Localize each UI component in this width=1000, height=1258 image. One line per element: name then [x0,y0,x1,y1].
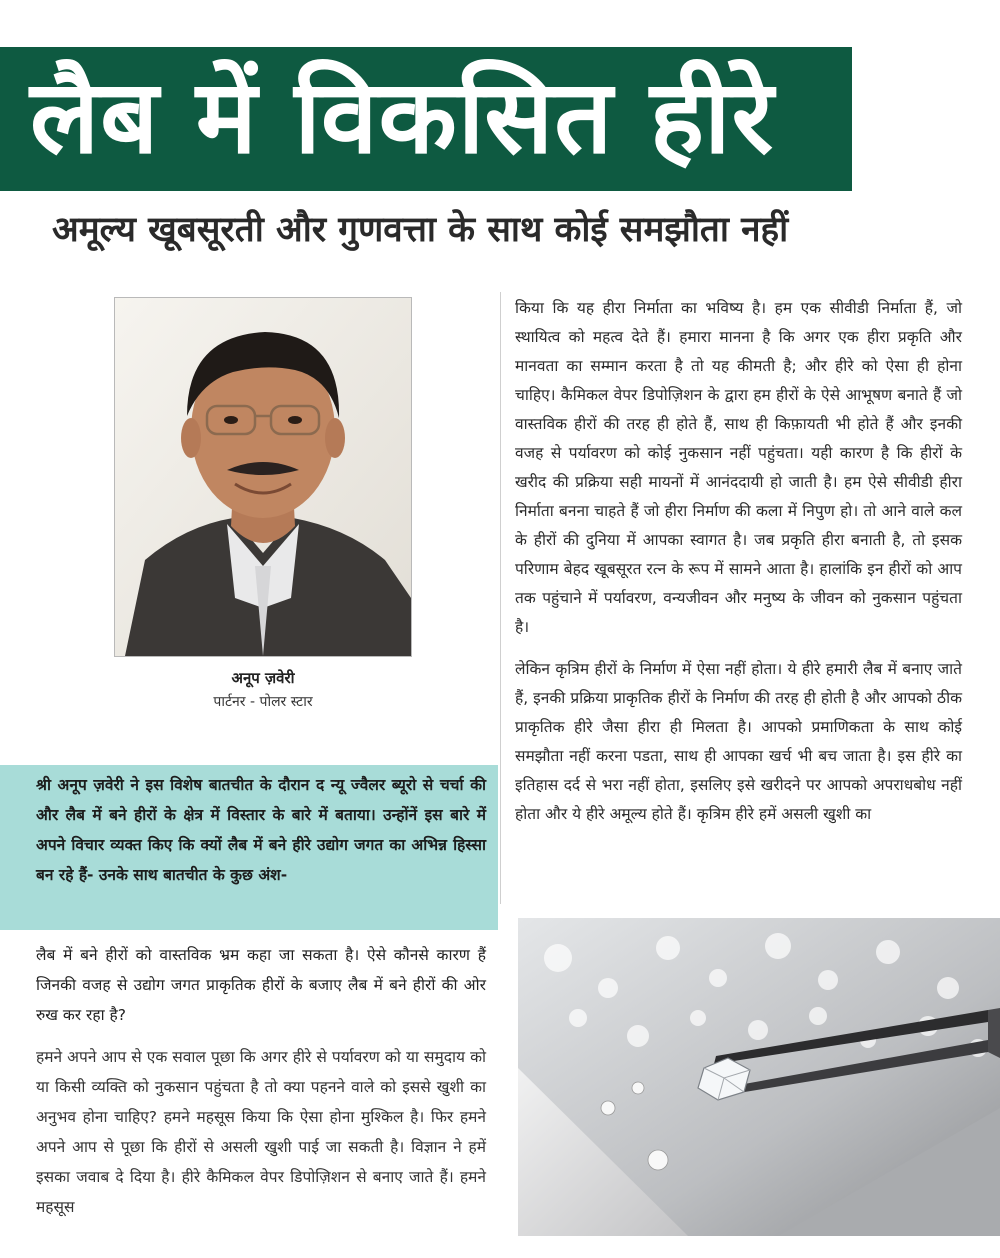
profile-photo [114,297,412,657]
tweezers-diamond-illustration [518,918,1000,1236]
profile-name: अनूप ज़वेरी [231,669,295,687]
right-column [515,294,962,842]
profile-role: पार्टनर - पोलर स्टार [213,694,313,710]
intro-text: श्री अनूप ज़वेरी ने इस विशेष बातचीत के दौरान द न्यू ज्वैलर ब्यूरो से चर्चा की और लैब में बने हीरों के क्षेत्र में विस्तार के बारे में बताया। उन्होंनें इस बारे में अपने विचार व्यक्त किए कि क्यों लैब में बने हीरे उद्योग जगत का अभिन्न हिस्सा बन रहे हैं- उनके साथ बातचीत के कुछ अंश- [36,776,486,884]
portrait-illustration [115,298,411,656]
interview-question: लैब में बने हीरों को वास्तविक भ्रम कहा जा सकता है। ऐसे कौनसे कारण हैं जिनकी वजह से उद्योग जगत प्राकृतिक हीरों के बजाए लैब में बने हीरों की ओर रुख कर रहा है? [36,946,486,1024]
column-divider [500,292,501,904]
interview-answer: हमने अपने आप से एक सवाल पूछा कि अगर हीरे से पर्यावरण को या समुदाय को या किसी व्यक्ति को नुकसान पहुंचता है तो क्या पहनने वाले को इससे खुशी का अनुभव होना चाहिए? हमने महसूस किया कि ऐसा होना मुश्किल है। फिर हमने अपने आप से पूछा कि हीरों से असली खुशी पाई जा सकती है। विज्ञान ने हमें इसका जवाब दे दिया है। हीरे कैमिकल वेपर डिपोज़िशन से बनाए जाते हैं। हमने महसूस [36,1048,486,1216]
article-title: लैब में विकसित हीरे [30,58,775,177]
diamond-photo [518,918,1000,1236]
article-subtitle: अमूल्य खूबसूरती और गुणवत्ता के साथ कोई समझौता नहीं [52,210,789,250]
right-paragraph: लेकिन कृत्रिम हीरों के निर्माण में ऐसा नहीं होता। ये हीरे हमारी लैब में बनाए जाते हैं, इनकी प्रक्रिया प्राकृतिक हीरों के निर्माण की तरह ही होती है और आपको ठीक प्राकृतिक हीरे जैसा हीरा ही मिलता है। आपको प्रमाणिकता के साथ कोई समझौता नहीं करना पडता, साथ ही आपका खर्च भी बच जाता है। इस हीरे का इतिहास दर्द से भरा नहीं होता, इसलिए इसे खरीदने पर आपको अपराधबोध नहीं होता और ये हीरे अमूल्य होते हैं। कृत्रिम हीरे हमें असली खुशी का [515,660,962,823]
right-paragraph: किया कि यह हीरा निर्माता का भविष्य है। हम एक सीवीडी निर्माता हैं, जो स्थायित्व को महत्व देते हैं। हमारा मानना है कि अगर एक हीरा प्रकृति और मानवता का सम्मान करता है तो यह कीमती है; और हीरे को ऐसा ही होना चाहिए। कैमिकल वेपर डिपोज़िशन के द्वारा हम हीरों के ऐसे आभूषण बनाते हैं जो वास्तविक हीरों की तरह ही होते हैं, साथ ही किफ़ायती भी होते हैं और इनकी वजह से पर्यावरण को कोई नुकसान नहीं पहुंचता। यही कारण है कि हीरों के खरीद की प्रक्रिया सही मायनों में आनंददायी हो जाती है। हम ऐसे सीवीडी हीरा निर्माता बनना चाहते हैं जो हीरा निर्माण की कला में निपुण हो। तो आने वाले कल के हीरों की दुनिया में आपका स्वागत है। जब प्रकृति हीरा बनाती है, तो इसक परिणाम बेहद खूबसूरत रत्न के रूप में सामने आता है। हालांकि इन हीरों को आप तक पहुंचाने में पर्यावरण, वन्यजीवन और मनुष्य के जीवन को नुकसान पहुंचता है। [515,299,962,636]
